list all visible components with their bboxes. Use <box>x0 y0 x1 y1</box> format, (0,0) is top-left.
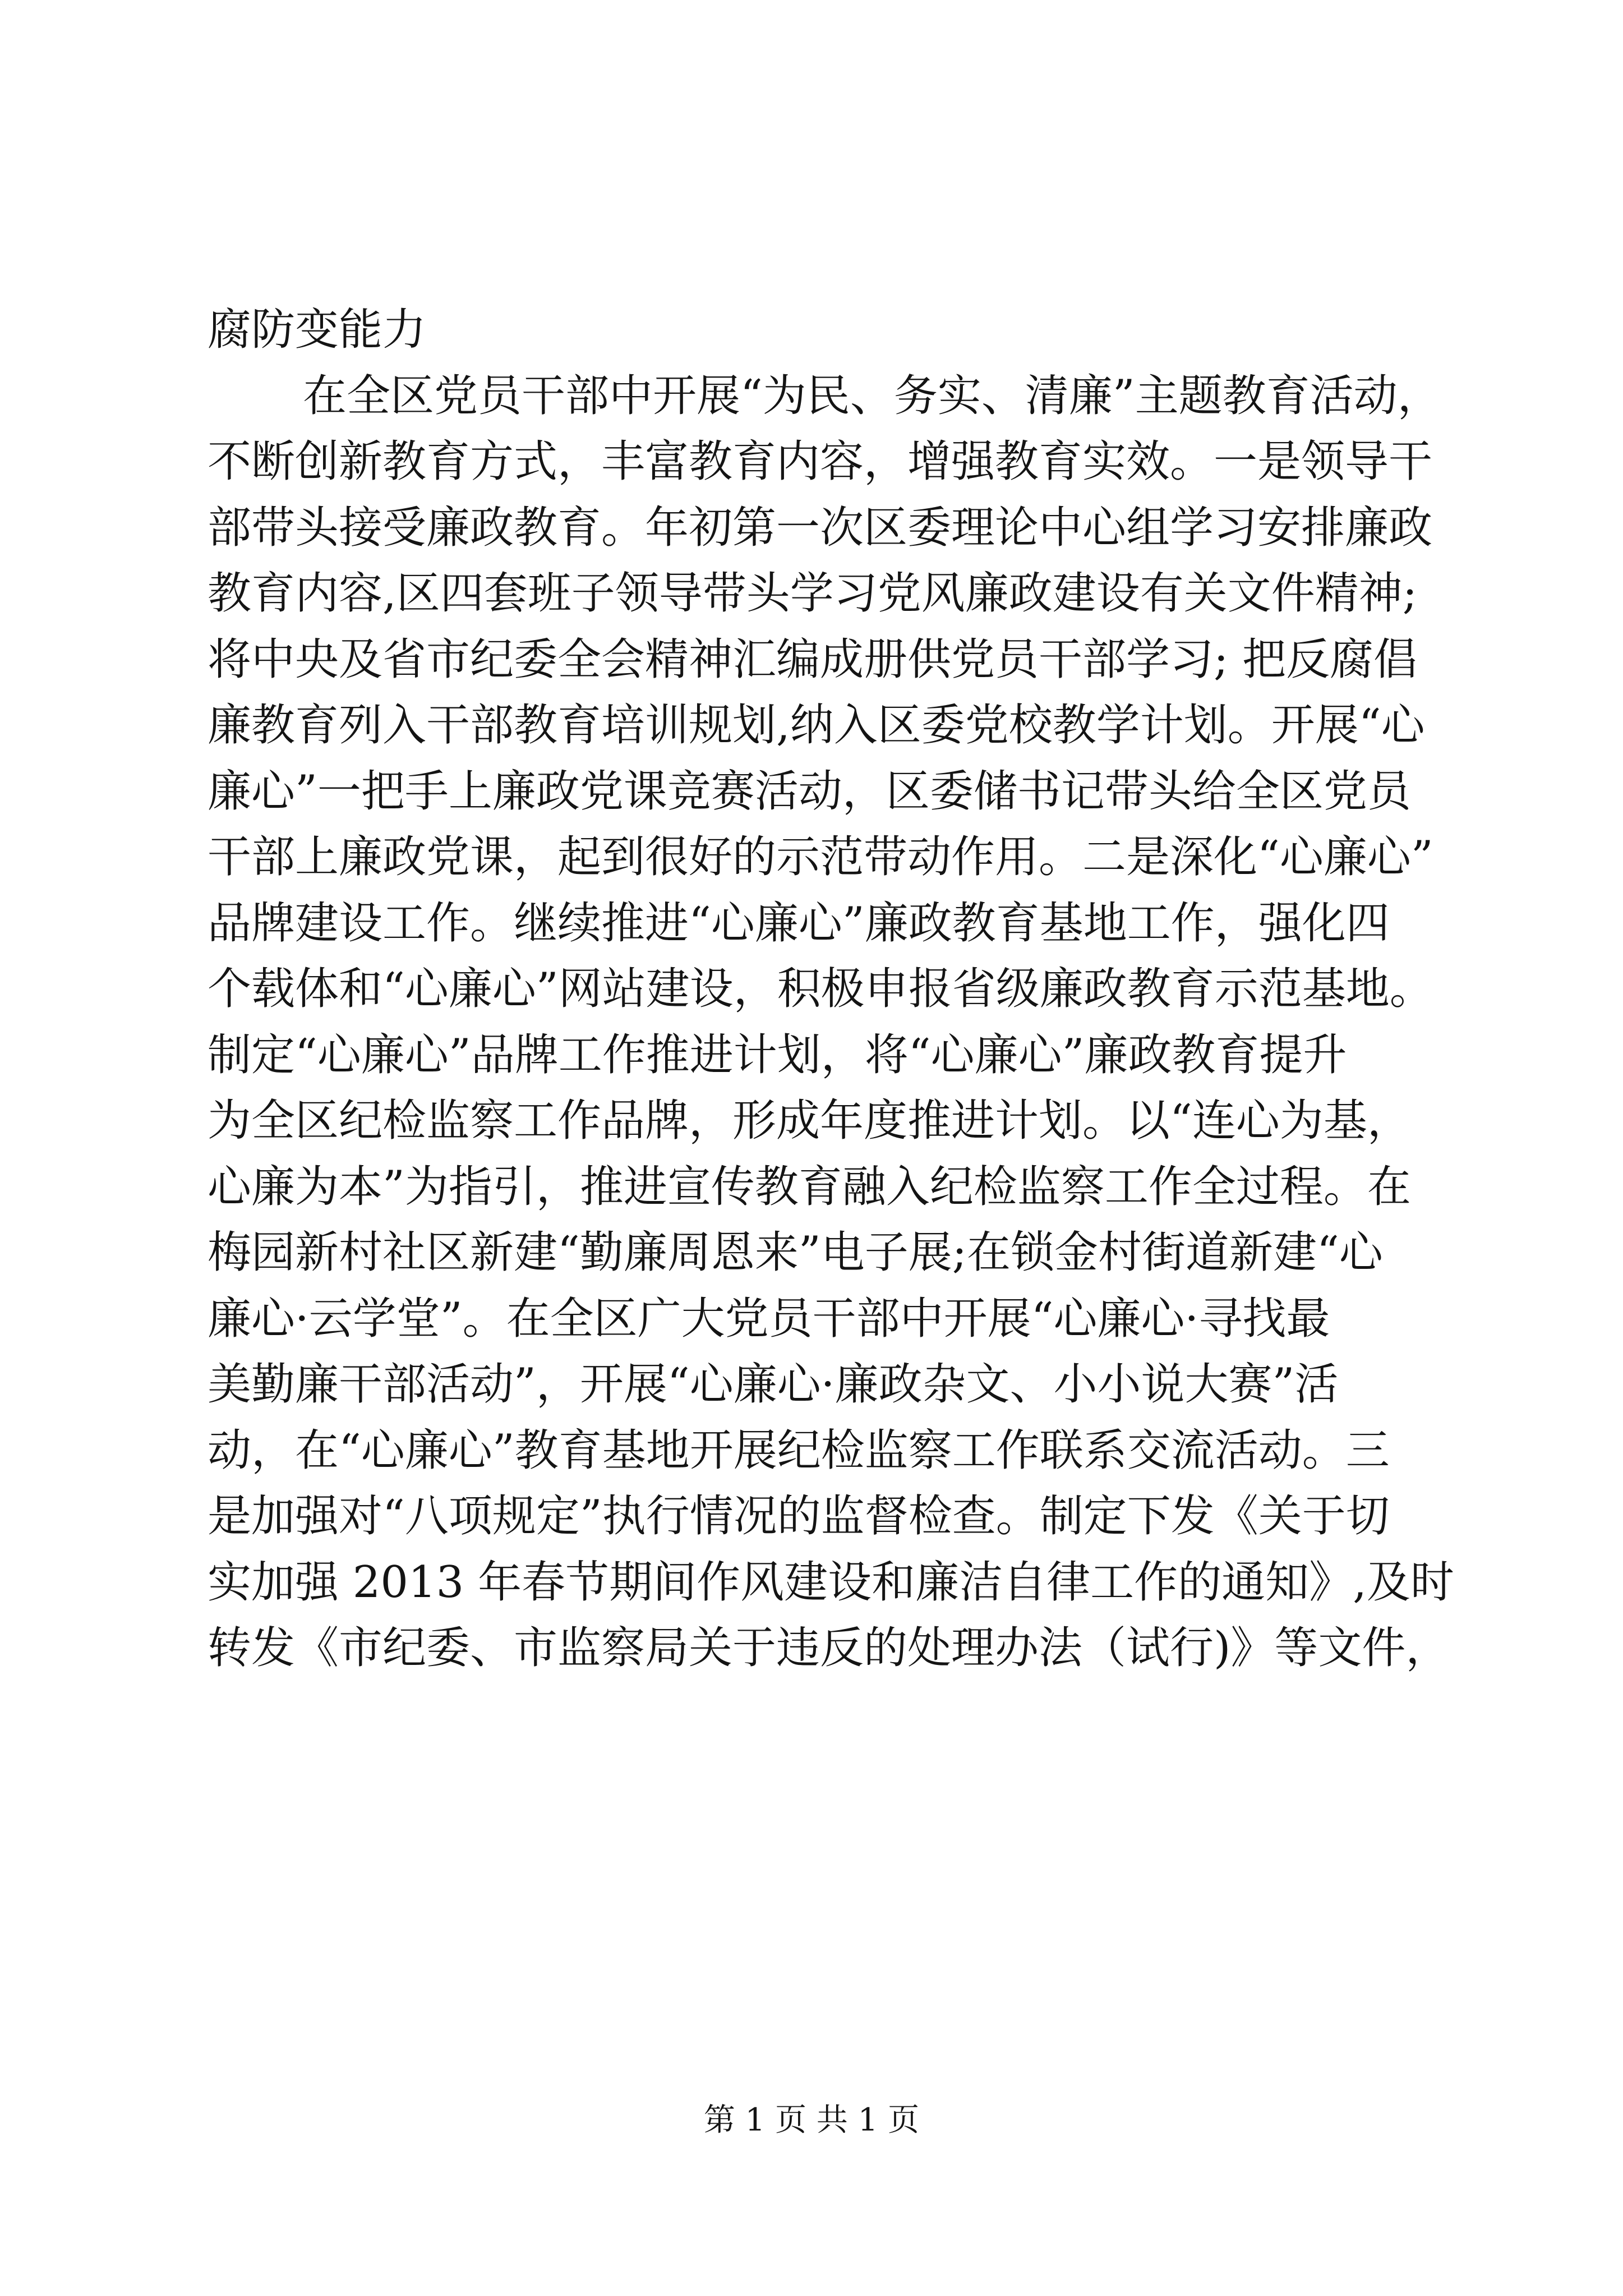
text-line: 心廉为本”为指引，推进宣传教育融入纪检监察工作全过程。在 <box>208 1161 1411 1212</box>
document-body <box>208 297 1454 1682</box>
text-line: 转发《市纪委、市监察局关于违反的处理办法（试行)》等文件， <box>208 1623 1450 1673</box>
text-line: 腐防变能力 <box>208 305 427 355</box>
text-line: 动，在“心廉心”教育基地开展纪检监察工作联系交流活动。三 <box>208 1425 1390 1476</box>
text-line: 干部上廉政党课，起到很好的示范带动作用。二是深化“心廉心” <box>208 832 1433 882</box>
text-line: 实加强 2013 年春节期间作风建设和廉洁自律工作的通知》,及时 <box>208 1557 1454 1608</box>
text-line: 部带头接受廉政教育。年初第一次区委理论中心组学习安排廉政 <box>208 502 1433 553</box>
text-line: 在全区党员干部中开展“为民、务实、清廉”主题教育活动， <box>303 370 1441 421</box>
text-line: 廉心·云学堂”。在全区广大党员干部中开展“心廉心·寻找最 <box>208 1293 1330 1344</box>
text-line: 为全区纪检监察工作品牌，形成年度推进计划。以“连心为基， <box>208 1096 1411 1146</box>
text-line: 制定“心廉心”品牌工作推进计划，将“心廉心”廉政教育提升 <box>208 1029 1347 1080</box>
text-line: 廉心”一把手上廉政党课竞赛活动，区委储书记带头给全区党员 <box>208 766 1411 817</box>
text-line: 个载体和“心廉心”网站建设，积极申报省级廉政教育示范基地。 <box>208 964 1433 1014</box>
text-line: 廉教育列入干部教育培训规划,纳入区委党校教学计划。开展“心 <box>208 700 1425 751</box>
text-line: 是加强对“八项规定”执行情况的监督检查。制定下发《关于切 <box>208 1491 1390 1542</box>
text-line: 梅园新村社区新建“勤廉周恩来”电子展;在锁金村街道新建“心 <box>208 1227 1383 1278</box>
text-line: 将中央及省市纪委全会精神汇编成册供党员干部学习; 把反腐倡 <box>208 634 1418 685</box>
page-footer <box>0 2101 1623 2140</box>
text-line: 品牌建设工作。继续推进“心廉心”廉政教育基地工作，强化四 <box>208 898 1390 949</box>
text-line: 美勤廉干部活动”，开展“心廉心·廉政杂文、小小说大赛”活 <box>208 1359 1339 1410</box>
page-number-label: 第 1 页 共 1 页 <box>703 2102 920 2138</box>
text-line: 教育内容,区四套班子领导带头学习党风廉政建设有关文件精神; <box>208 568 1418 619</box>
text-line: 不断创新教育方式，丰富教育内容，增强教育实效。一是领导干 <box>208 436 1433 487</box>
